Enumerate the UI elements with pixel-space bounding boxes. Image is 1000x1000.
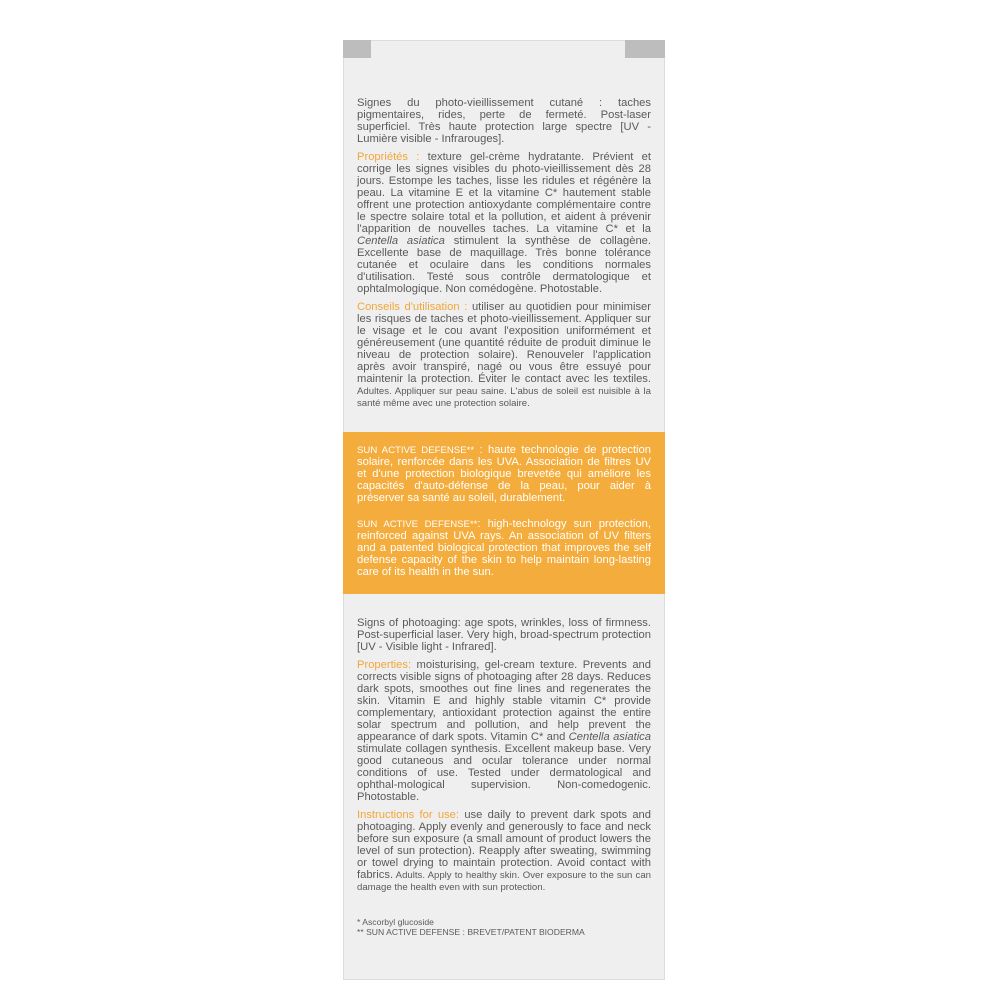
english-section [357,617,651,899]
french-properties-text2: stimulent la synthèse de collagène. Excellente base de maquillage. Très bonne tolérance cutanée et oculaire dans les conditions normales d'utilisation. Testé sous contrôle dermatologique et ophtalmologique. Non comédogène. Photostable. [357,235,651,295]
band-en-brand: SUN ACTIVE DEFENSE** [357,519,478,530]
english-properties-text: moisturising, gel-cream texture. Prevents and corrects visible signs of photoaging after 28 days. Reduces dark spots, smoothes out fine lines and regenerates the skin. Vitamin E and highly stable vitamin C* provide complementary, antioxidant protection against the entire solar spectrum and pollution, and help prevent the appearance of dark spots. Vitamin C* and [357,659,651,743]
english-usage-label: Instructions for use: [357,809,460,821]
french-section [357,97,651,415]
sun-active-defense-band [343,432,665,594]
french-usage-text: utiliser au quotidien pour minimiser les risques de taches et photo-vieillissement. Appliquer sur le visage et le cou avant l'exposition uniformément et généreusement (une quantité réduite de produit diminue le niveau de protection solaire). Renouveler l'application après avoir transpiré, nagé ou vous être essuyé pour maintenir la protection. Éviter le contact avec les textiles. [357,301,651,385]
english-properties-text2: stimulate collagen synthesis. Excellent makeup base. Very good cutaneous and ocular tolerance under normal conditions of use. Tested under dermatological and ophthal-mological supervision. Non-comedogenic. Photostable. [357,743,651,803]
english-properties [357,659,651,803]
french-usage [357,301,651,409]
footnote-1: * Ascorbyl glucoside [357,917,434,927]
footnote-2: ** SUN ACTIVE DEFENSE : BREVET/PATENT BIODERMA [357,927,585,937]
band-french [357,444,651,504]
band-fr-text: : haute technologie de protection solaire, renforcée dans les UVA. Association de filtres UV et d'une protection biologique brevetée qui améliore les capacités d'auto-défense de la peau, pour aider à préserver sa santé au soleil, durablement. [357,444,651,504]
box-flap-right [625,40,665,58]
french-properties-label: Propriétés : [357,151,420,163]
english-usage [357,809,651,893]
french-usage-label: Conseils d'utilisation : [357,301,468,313]
band-english [357,518,651,578]
english-intro: Signs of photoaging: age spots, wrinkles, loss of firmness. Post-superficial laser. Very high, broad-spectrum protection [UV - Visible light - Infrared]. [357,617,651,653]
english-usage-small: Adults. Apply to healthy skin. Over exposure to the sun can damage the health even with sun protection. [357,870,651,893]
english-usage-text: use daily to prevent dark spots and photoaging. Apply evenly and generously to face and neck before sun exposure (a small amount of product lowers the level of sun protection). Reapply after sweating, swimming or towel drying to maintain protection. Avoid contact with fabrics. [357,809,651,881]
french-usage-small: Adultes. Appliquer sur peau saine. L'abus de soleil est nuisible à la santé même avec une protection solaire. [357,386,651,409]
french-properties-italic: Centella asiatica [357,235,445,247]
band-en-text: : high-technology sun protection, reinforced against UVA rays. An association of UV filters and a patented biological protection that improves the self defense capacity of the skin to help maintain long-lasting care of its health in the sun. [357,518,651,578]
english-properties-italic: Centella asiatica [568,731,651,743]
french-properties [357,151,651,295]
french-intro: Signes du photo-vieillissement cutané : taches pigmentaires, rides, perte de fermeté. Post-laser superficiel. Très haute protection large spectre [UV - Lumière visible - Infrarouges]. [357,97,651,145]
band-text [357,444,651,592]
french-properties-text: texture gel-crème hydratante. Prévient et corrige les signes visibles du photo-vieillissement dès 28 jours. Estompe les taches, lisse les ridules et régénère la peau. La vitamine E et la vitamine C* hautement stable offrent une protection antioxydante complémentaire contre le spectre solaire total et la pollution, et aident à prévenir l'apparition de nouvelles taches. La vitamine C* et la [357,151,651,235]
box-flap-left [343,40,371,58]
footnotes [357,917,651,937]
english-properties-label: Properties: [357,659,412,671]
band-fr-brand: SUN ACTIVE DEFENSE** [357,445,475,456]
